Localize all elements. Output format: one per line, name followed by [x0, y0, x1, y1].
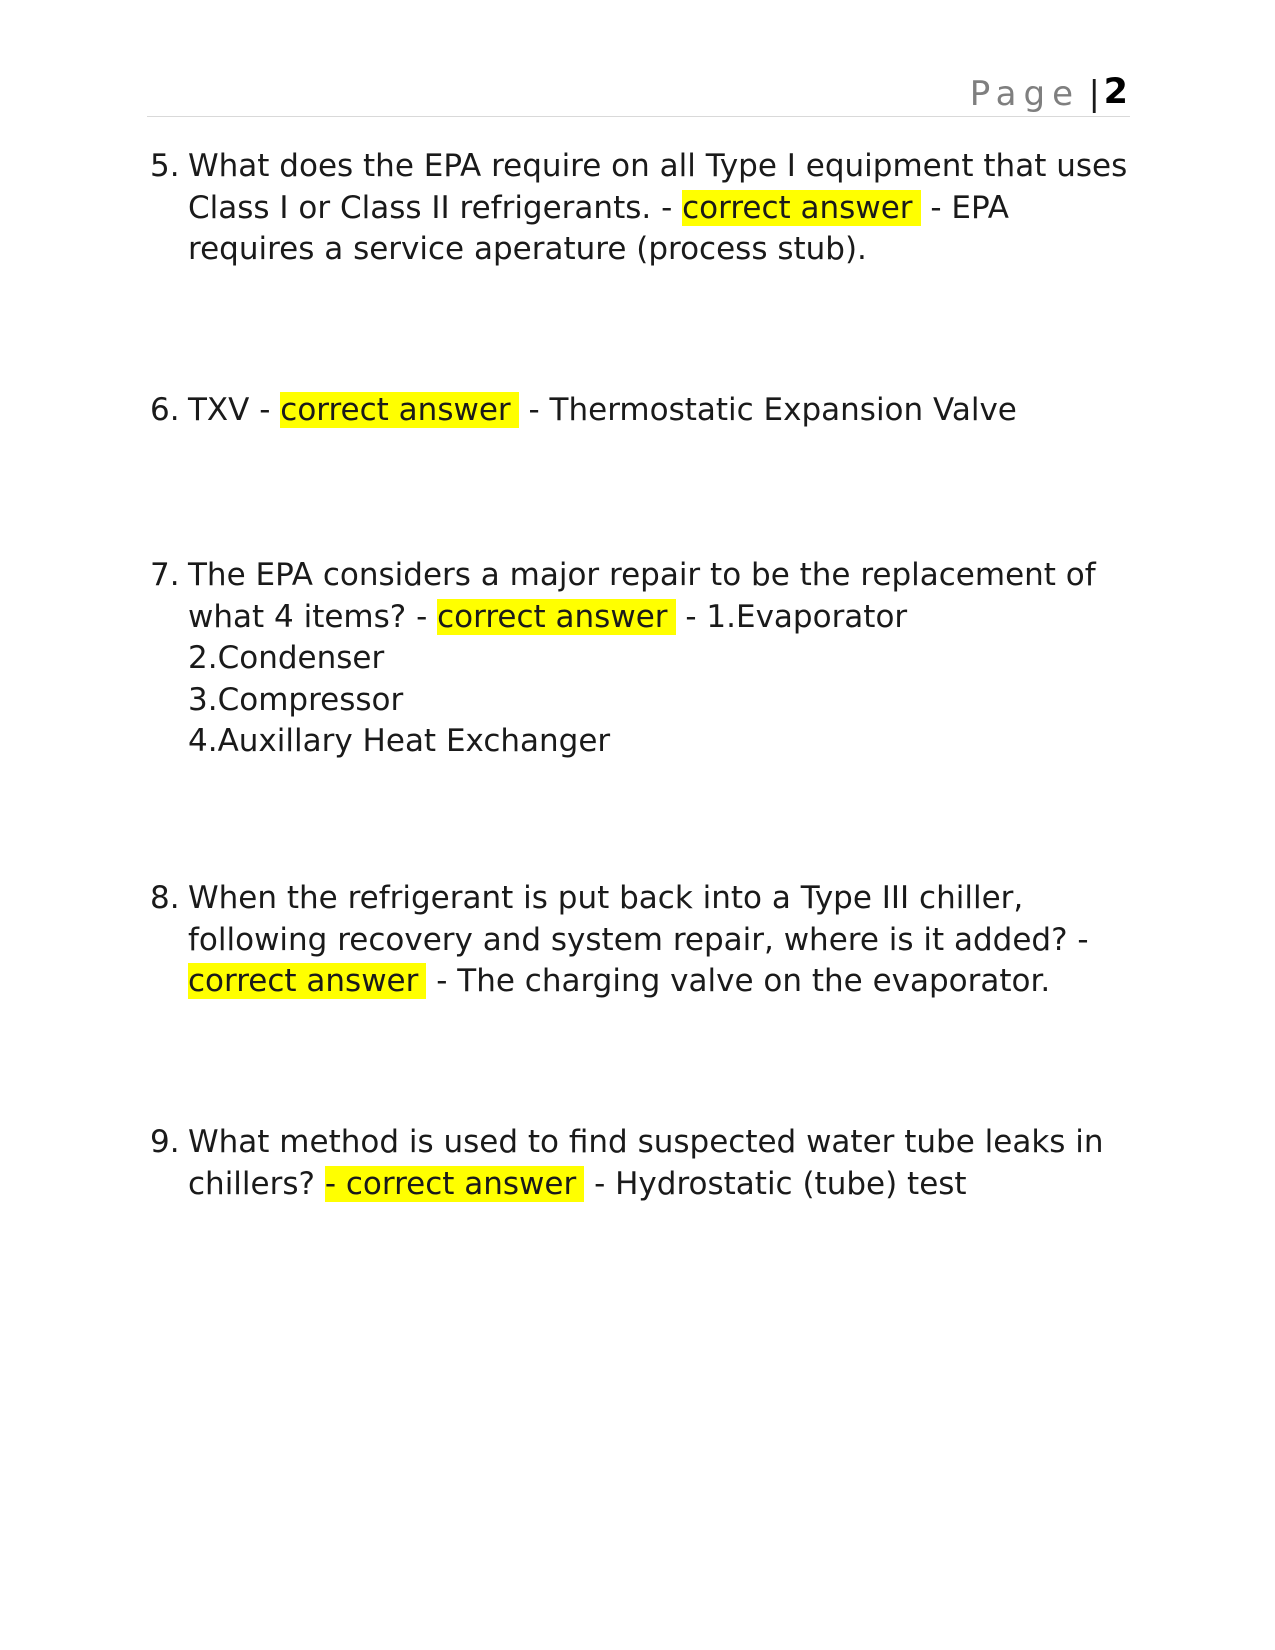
- answer-highlight: correct answer: [280, 392, 518, 428]
- question-number: 9.: [150, 1124, 180, 1160]
- answer-highlight: - correct answer: [325, 1166, 584, 1202]
- question-body: [188, 146, 1140, 271]
- page-number: 2: [1103, 72, 1128, 112]
- answer-line: 2.Condenser: [188, 640, 385, 676]
- question-prompt: When the refrigerant is put back into a Type III chiller, following recovery and system repair, where is it added? -: [188, 880, 1089, 958]
- page-header: [147, 72, 1130, 117]
- question-prompt: What method is used to find suspected water tube leaks in chillers?: [188, 1124, 1104, 1202]
- question-answer: - The charging valve on the evaporator.: [436, 963, 1051, 999]
- question-9: [150, 1122, 1140, 1205]
- question-body: [188, 390, 1140, 432]
- question-5: [150, 146, 1140, 271]
- answer-line: 3.Compressor: [188, 681, 404, 718]
- question-answer: - Hydrostatic (tube) test: [594, 1165, 967, 1202]
- question-body: [188, 1122, 1140, 1205]
- answer-line: 4.Auxillary Heat Exchanger: [188, 723, 611, 759]
- question-number: 8.: [150, 880, 180, 916]
- question-6: [150, 390, 1140, 432]
- page-separator: |: [1088, 74, 1100, 114]
- question-prompt: What does the EPA require on all Type I equipment that uses Class I or Class II refrigerants. -: [188, 148, 1128, 226]
- question-number: 7.: [150, 557, 180, 593]
- question-answer: - EPA requires a service aperature (process stub).: [188, 189, 1009, 267]
- question-body: [188, 555, 1140, 763]
- question-7: [150, 555, 1140, 763]
- answer-highlight: correct answer: [188, 963, 426, 999]
- question-number: 6.: [150, 392, 180, 428]
- question-number: 5.: [150, 148, 180, 184]
- answer-highlight: correct answer: [437, 599, 675, 635]
- question-prompt: The EPA considers a major repair to be the replacement of what 4 items? -: [188, 557, 1096, 635]
- question-answer: - Thermostatic Expansion Valve: [528, 392, 1017, 428]
- question-prompt: TXV -: [188, 392, 271, 428]
- answer-highlight: correct answer: [682, 190, 920, 226]
- question-body: [188, 878, 1140, 1003]
- question-8: [150, 878, 1140, 1003]
- page-label: Page: [969, 74, 1080, 114]
- question-answer: - 1.Evaporator: [685, 598, 908, 635]
